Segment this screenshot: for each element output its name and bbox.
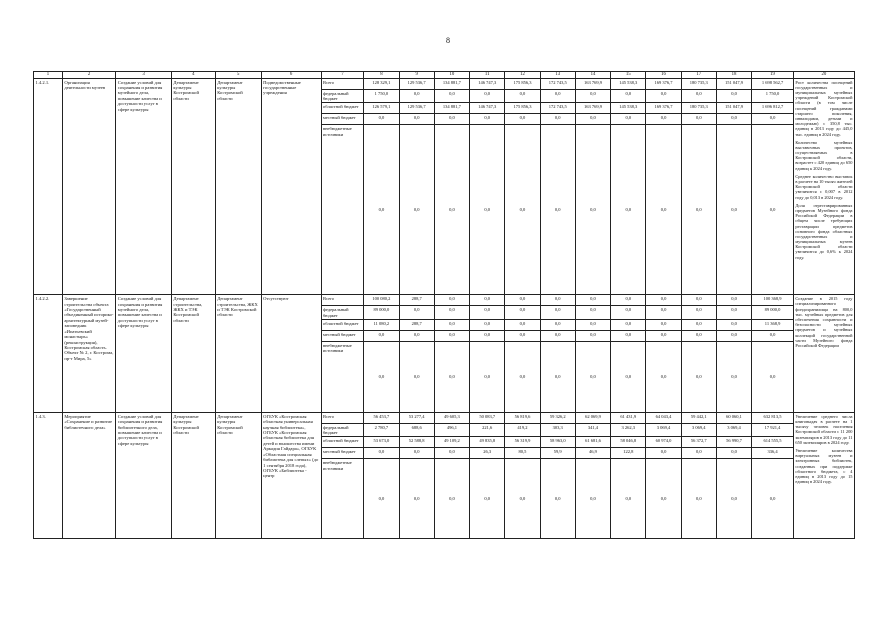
expected-result-item: Создание в 2015 году специализированного фондохранилища на 800,0 тыс. музейных предметов для обеспечения сохранности и безопасности музейных предметов и музейных коллекций государственной части Музейного фонда Российской Федерации: [795, 296, 853, 348]
item-goal: Создание условий для сохранения и развития музейного дела, повышение качества и доступности услуг в сфере культуры: [116, 78, 172, 295]
funding-value: 3 069,4: [646, 423, 681, 437]
funding-value: 49 835,8: [470, 437, 505, 448]
column-number: 1: [34, 72, 63, 79]
column-number: 7: [321, 72, 364, 79]
funding-value: 0,0: [611, 306, 646, 320]
item-name: Организация деятельности музеев: [62, 78, 115, 295]
funding-value: 0,0: [470, 330, 505, 341]
column-number: 19: [752, 72, 794, 79]
funding-value: 0,0: [575, 341, 610, 412]
funding-value: 0,0: [681, 89, 716, 103]
expected-results: [793, 412, 854, 539]
funding-value: 180 735,3: [681, 103, 716, 114]
funding-value: 163 769,9: [575, 103, 610, 114]
expected-result-item: Рост количества посещений государственных и муниципальных музейных учреждений Костромской области (в том числе посещений гражданами старшего поколения, инвалидами, детьми и молодежью) с 350,8 тыс. единиц в 2013 году до 445,0 тыс. единиц в 2024 году.: [795, 79, 853, 137]
funding-value: 52 588,8: [399, 437, 434, 448]
column-number: 11: [470, 72, 505, 79]
funding-value: 172 743,5: [540, 103, 575, 114]
funding-value: 145 538,3: [611, 103, 646, 114]
funding-source-label: внебюджетные источники: [321, 125, 364, 295]
funding-value: 303,3: [540, 423, 575, 437]
funding-value: 0,0: [540, 306, 575, 320]
item-executor: Департамент культуры Костромской области: [171, 412, 215, 539]
funding-value: 0,0: [681, 341, 716, 412]
funding-value: 60 060,1: [716, 412, 751, 423]
funding-value: 0,0: [505, 319, 540, 330]
funding-value: 0,0: [646, 125, 681, 295]
funding-source-label: федеральный бюджет: [321, 89, 364, 103]
funding-value: 0,0: [716, 459, 751, 539]
funding-value: 0,0: [681, 448, 716, 459]
funding-value: 128 329,1: [364, 78, 399, 89]
funding-value: 0,0: [716, 125, 751, 295]
expected-results: [793, 295, 854, 413]
funding-value: 17 921,4: [752, 423, 794, 437]
funding-value: 0,0: [646, 330, 681, 341]
funding-value: 0,0: [470, 306, 505, 320]
item-participants: Подведомственные государственные учреждения: [261, 78, 321, 295]
funding-value: 0,0: [646, 306, 681, 320]
funding-source-label: областной бюджет: [321, 103, 364, 114]
funding-value: 0,0: [364, 125, 399, 295]
funding-value: 0,0: [470, 114, 505, 125]
funding-value: 11 368,9: [752, 319, 794, 330]
funding-value: 59 326,2: [540, 412, 575, 423]
funding-source-label: местный бюджет: [321, 330, 364, 341]
funding-value: 0,0: [399, 306, 434, 320]
column-number: 14: [575, 72, 610, 79]
funding-value: 0,0: [716, 341, 751, 412]
funding-value: 0,0: [540, 114, 575, 125]
column-number: 5: [215, 72, 261, 79]
item-coexecutor: Департамент строительства, ЖКХ и ТЭК Костромской области: [215, 295, 261, 413]
funding-value: 0,0: [434, 448, 469, 459]
funding-value: 58 046,8: [611, 437, 646, 448]
item-number: 1.4.3.: [34, 412, 63, 539]
funding-value: 145 538,3: [611, 78, 646, 89]
funding-value: 0,0: [575, 114, 610, 125]
column-number: 16: [646, 72, 681, 79]
funding-value: 3 262,3: [611, 423, 646, 437]
funding-value: 1 750,0: [752, 89, 794, 103]
funding-value: 419,2: [505, 423, 540, 437]
funding-value: 0,0: [434, 459, 469, 539]
funding-value: 0,0: [681, 125, 716, 295]
funding-value: 221,6: [470, 423, 505, 437]
funding-value: 0,0: [681, 295, 716, 306]
funding-value: 169 376,7: [646, 78, 681, 89]
funding-value: 0,0: [716, 306, 751, 320]
funding-value: 61 681,6: [575, 437, 610, 448]
funding-value: 0,0: [646, 459, 681, 539]
funding-value: 56 453,7: [364, 412, 399, 423]
funding-source-label: Всего: [321, 412, 364, 423]
funding-value: 0,0: [752, 459, 794, 539]
program-table: [33, 71, 855, 539]
column-number: 2: [62, 72, 115, 79]
item-participants: Отсутствуют: [261, 295, 321, 413]
funding-value: 0,0: [540, 89, 575, 103]
funding-value: 59,9: [540, 448, 575, 459]
funding-value: 175 856,3: [505, 103, 540, 114]
funding-value: 0,0: [399, 114, 434, 125]
funding-value: 0,0: [434, 330, 469, 341]
funding-value: 0,0: [575, 330, 610, 341]
funding-value: 0,0: [540, 295, 575, 306]
funding-value: 61 431,9: [611, 412, 646, 423]
funding-value: 0,0: [470, 125, 505, 295]
funding-value: 0,0: [716, 295, 751, 306]
funding-source-label: областной бюджет: [321, 437, 364, 448]
funding-value: 0,0: [752, 341, 794, 412]
funding-value: 0,0: [505, 89, 540, 103]
funding-value: 0,0: [611, 319, 646, 330]
funding-value: 0,0: [399, 330, 434, 341]
funding-value: 56 990,7: [716, 437, 751, 448]
funding-value: 0,0: [575, 295, 610, 306]
funding-value: 0,0: [575, 319, 610, 330]
table-row: [34, 295, 855, 306]
funding-source-label: федеральный бюджет: [321, 423, 364, 437]
funding-value: 0,0: [434, 306, 469, 320]
funding-value: 288,7: [399, 295, 434, 306]
funding-source-label: местный бюджет: [321, 448, 364, 459]
funding-source-label: внебюджетные источники: [321, 341, 364, 412]
funding-value: 0,0: [646, 448, 681, 459]
funding-value: 0,0: [470, 319, 505, 330]
column-number: 17: [681, 72, 716, 79]
funding-value: 56 819,6: [505, 412, 540, 423]
funding-value: 169 376,7: [646, 103, 681, 114]
funding-value: 0,0: [611, 459, 646, 539]
funding-value: 0,0: [575, 306, 610, 320]
funding-value: 64 043,4: [646, 412, 681, 423]
funding-value: 175 856,3: [505, 78, 540, 89]
funding-value: 0,0: [752, 125, 794, 295]
funding-value: 0,0: [364, 330, 399, 341]
funding-value: 0,0: [611, 89, 646, 103]
funding-value: 134 881,7: [434, 78, 469, 89]
funding-value: 0,0: [364, 341, 399, 412]
funding-value: 0,0: [540, 319, 575, 330]
funding-value: 0,0: [505, 114, 540, 125]
funding-value: 341,4: [575, 423, 610, 437]
funding-value: 172 743,5: [540, 78, 575, 89]
funding-value: 0,0: [752, 330, 794, 341]
funding-value: 632 813,5: [752, 412, 794, 423]
funding-value: 0,0: [611, 341, 646, 412]
funding-value: 0,0: [716, 319, 751, 330]
funding-value: 0,0: [646, 114, 681, 125]
funding-value: 1 750,0: [364, 89, 399, 103]
funding-value: 0,0: [364, 448, 399, 459]
funding-value: 0,0: [540, 459, 575, 539]
column-number: 9: [399, 72, 434, 79]
funding-value: 146 747,3: [470, 103, 505, 114]
funding-value: 3 069,4: [716, 423, 751, 437]
funding-value: 0,0: [681, 114, 716, 125]
column-number: 8: [364, 72, 399, 79]
funding-value: 2 780,7: [364, 423, 399, 437]
funding-value: 129 536,7: [399, 103, 434, 114]
column-number: 18: [716, 72, 751, 79]
funding-value: 0,0: [470, 295, 505, 306]
funding-value: 1 696 812,7: [752, 103, 794, 114]
funding-value: 100 368,9: [752, 295, 794, 306]
table-row: [34, 78, 855, 89]
column-number: 15: [611, 72, 646, 79]
funding-value: 126 579,1: [364, 103, 399, 114]
funding-value: 0,0: [540, 341, 575, 412]
funding-value: 0,0: [611, 125, 646, 295]
column-number: 4: [171, 72, 215, 79]
funding-value: 0,0: [505, 330, 540, 341]
funding-source-label: местный бюджет: [321, 114, 364, 125]
funding-value: 53 673,0: [364, 437, 399, 448]
funding-value: 0,0: [399, 89, 434, 103]
funding-value: 288,7: [399, 319, 434, 330]
funding-value: 146 747,3: [470, 78, 505, 89]
item-name: Завершение строительства объекта «Государственный объединенный историко-архитектурный музей-заповедник «Ипатьевский монастырь» (реконструкция), Костромская область. Объект № 2, г. Кострома, пр-т Мира, 5»: [62, 295, 115, 413]
expected-result-item: Количество музейных выставочных проектов, осуществляемых в Костромской области, возрастет с 420 единиц до 650 единиц к 2024 году.: [795, 139, 853, 171]
funding-value: 336,4: [752, 448, 794, 459]
item-number: 1.4.2.1.: [34, 78, 63, 295]
funding-value: 49 605,3: [434, 412, 469, 423]
funding-value: 0,0: [434, 125, 469, 295]
funding-value: 0,0: [505, 459, 540, 539]
funding-value: 56 319,9: [505, 437, 540, 448]
funding-value: 0,0: [681, 319, 716, 330]
expected-result-item: Увеличение среднего числа книговыдач в расчете на 1 тысячу человек населения Костромской области с 11 200 экземпляров в 2013 году до 11 650 экземпляров в 2024 году.: [795, 413, 853, 445]
funding-value: 11 080,2: [364, 319, 399, 330]
item-executor: Департамент культуры Костромской области: [171, 78, 215, 295]
funding-value: 0,0: [575, 89, 610, 103]
expected-results: [793, 78, 854, 295]
funding-value: 0,0: [470, 341, 505, 412]
expected-result-item: Увеличение количества виртуальных музеев и электронных библиотек, созданных при поддержке областного бюджета, с 4 единиц в 2013 году до 15 единиц в 2024 году.: [795, 447, 853, 485]
funding-value: 134 881,7: [434, 103, 469, 114]
funding-value: 122,8: [611, 448, 646, 459]
item-coexecutor: Департамент культуры Костромской области: [215, 412, 261, 539]
funding-value: 151 047,9: [716, 78, 751, 89]
funding-value: 0,0: [470, 459, 505, 539]
funding-value: 80,5: [505, 448, 540, 459]
funding-value: 0,0: [646, 89, 681, 103]
funding-value: 0,0: [716, 114, 751, 125]
funding-value: 59 442,1: [681, 412, 716, 423]
funding-value: 3 069,4: [681, 423, 716, 437]
funding-value: 0,0: [611, 330, 646, 341]
funding-value: 0,0: [434, 295, 469, 306]
column-number: 13: [540, 72, 575, 79]
funding-value: 0,0: [434, 319, 469, 330]
funding-value: 0,0: [399, 448, 434, 459]
funding-value: 89 000,0: [752, 306, 794, 320]
funding-value: 129 536,7: [399, 78, 434, 89]
item-goal: Создание условий для сохранения и развития библиотечного дела, повышение качества и доступности услуг в сфере культуры: [116, 412, 172, 539]
funding-value: 0,0: [434, 341, 469, 412]
funding-value: 0,0: [681, 306, 716, 320]
item-participants: ОГБУК «Костромская областная универсальная научная библиотека», ОГБУК «Костромская областная библиотека для детей и юношества имени Аркадия Гайдара», ОГБУК «Областная специальная библиотека для слепых» (до 1 сентября 2018 года), ОГБУК «Библиотека - центр: [261, 412, 321, 539]
column-number: 12: [505, 72, 540, 79]
item-name: Мероприятие «Сохранение и развитие библиотечного дела»: [62, 412, 115, 539]
funding-value: 0,0: [434, 89, 469, 103]
funding-value: 26,3: [470, 448, 505, 459]
funding-source-label: внебюджетные источники: [321, 459, 364, 539]
funding-value: 58 963,0: [540, 437, 575, 448]
funding-value: 0,0: [505, 125, 540, 295]
funding-value: 0,0: [752, 114, 794, 125]
funding-source-label: Всего: [321, 295, 364, 306]
funding-value: 0,0: [716, 330, 751, 341]
funding-value: 151 047,9: [716, 103, 751, 114]
funding-value: 0,0: [716, 448, 751, 459]
funding-value: 614 555,5: [752, 437, 794, 448]
funding-value: 0,0: [505, 306, 540, 320]
page-number: 8: [446, 36, 450, 45]
funding-value: 62 069,9: [575, 412, 610, 423]
item-number: 1.4.2.2.: [34, 295, 63, 413]
funding-value: 0,0: [681, 330, 716, 341]
funding-value: 0,0: [646, 341, 681, 412]
funding-value: 0,0: [575, 125, 610, 295]
item-executor: Департамент строительства, ЖКХ и ТЭК Костромской области: [171, 295, 215, 413]
funding-source-label: Всего: [321, 78, 364, 89]
funding-value: 0,0: [611, 295, 646, 306]
funding-value: 688,6: [399, 423, 434, 437]
column-number-row: [34, 72, 855, 79]
funding-value: 0,0: [399, 459, 434, 539]
funding-value: 0,0: [646, 319, 681, 330]
funding-value: 0,0: [505, 341, 540, 412]
funding-value: 0,0: [681, 459, 716, 539]
funding-value: 100 080,2: [364, 295, 399, 306]
funding-value: 0,0: [505, 295, 540, 306]
item-goal: Создание условий для сохранения и развития музейного дела, повышение качества и доступности услуг в сфере культуры: [116, 295, 172, 413]
funding-value: 496,1: [434, 423, 469, 437]
funding-value: 60 974,0: [646, 437, 681, 448]
funding-value: 0,0: [470, 89, 505, 103]
funding-value: 0,0: [540, 125, 575, 295]
funding-value: 56 372,7: [681, 437, 716, 448]
funding-value: 180 735,3: [681, 78, 716, 89]
funding-source-label: областной бюджет: [321, 319, 364, 330]
table-row: [34, 412, 855, 423]
funding-value: 50 083,7: [470, 412, 505, 423]
expected-result-item: Среднее количество выставок в расчете на 10 тысяч жителей Костромской области увеличится с 0,007 в 2012 году до 0,013 в 2024 году.: [795, 173, 853, 200]
column-number: 3: [116, 72, 172, 79]
funding-value: 0,0: [364, 114, 399, 125]
funding-value: 53 277,4: [399, 412, 434, 423]
column-number: 10: [434, 72, 469, 79]
funding-value: 0,0: [364, 459, 399, 539]
funding-value: 0,0: [540, 330, 575, 341]
funding-value: 46,9: [575, 448, 610, 459]
funding-value: 0,0: [716, 89, 751, 103]
item-coexecutor: Департамент культуры Костромской области: [215, 78, 261, 295]
funding-value: 1 698 562,7: [752, 78, 794, 89]
funding-value: 0,0: [399, 341, 434, 412]
funding-value: 0,0: [434, 114, 469, 125]
funding-value: 89 000,0: [364, 306, 399, 320]
funding-source-label: федеральный бюджет: [321, 306, 364, 320]
funding-value: 0,0: [611, 114, 646, 125]
funding-value: 0,0: [646, 295, 681, 306]
funding-value: 0,0: [575, 459, 610, 539]
funding-value: 0,0: [399, 125, 434, 295]
column-number: 6: [261, 72, 321, 79]
funding-value: 49 109,2: [434, 437, 469, 448]
column-number: 20: [793, 72, 854, 79]
expected-result-item: Доля отреставрированных предметов Музейного фонда Российской Федерации в общем числе требующих реставрации предметов основного фонда областных государственных и муниципальных музеев Костромской области увеличится до 0,6% к 2024 году.: [795, 202, 853, 260]
funding-value: 163 769,9: [575, 78, 610, 89]
